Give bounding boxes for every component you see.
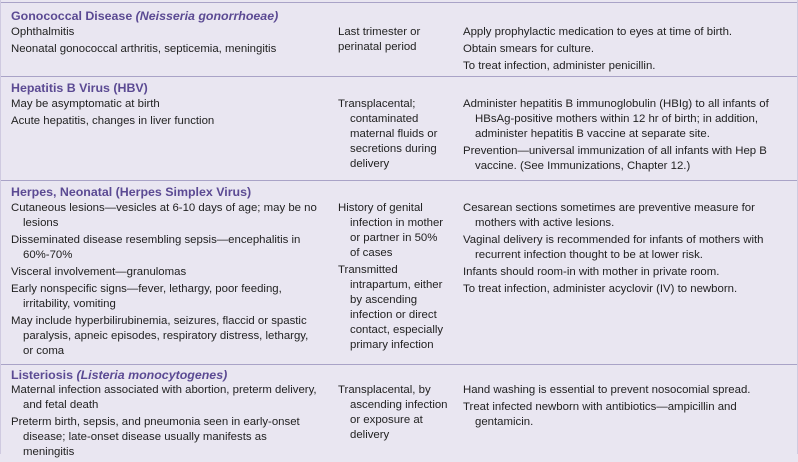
management-item: Apply prophylactic medication to eyes at time of birth.	[463, 26, 733, 38]
hbv-heading: Hepatitis B Virus (HBV)	[11, 81, 148, 95]
transmission-item: Transmitted intrapartum, either by ascending infection or direct contact, especially primary infection	[338, 264, 444, 351]
gonococcal-heading	[11, 9, 278, 23]
herpes-management	[463, 201, 793, 299]
listeriosis-transmission	[338, 383, 450, 445]
manifestation-item: May include hyperbilirubinemia, seizures, flaccid or spastic paralysis, apneic episodes, respiratory distress, lethargy, or coma	[11, 315, 309, 357]
management-item: Obtain smears for culture.	[463, 43, 595, 55]
transmission-item: Transplacental, by ascending infection or exposure at delivery	[338, 384, 448, 441]
management-item: Prevention—universal immunization of all infants with Hep B vaccine. (See Immunizations, Chapter 12.)	[463, 145, 767, 172]
gonococcal-manifestations	[11, 25, 321, 59]
hbv-management	[463, 97, 793, 176]
listeriosis-management	[463, 383, 793, 432]
section-divider	[1, 180, 797, 181]
management-item: Infants should room-in with mother in private room.	[463, 266, 720, 278]
section-divider	[1, 364, 797, 365]
manifestation-item: Disseminated disease resembling sepsis—encephalitis in 60%-70%	[11, 234, 301, 261]
manifestation-item: Visceral involvement—granulomas	[11, 266, 187, 278]
listeriosis-heading	[11, 368, 227, 382]
gonococcal-transmission: Last trimester or perinatal period	[338, 26, 421, 53]
herpes-manifestations	[11, 201, 321, 361]
section-divider	[1, 2, 797, 3]
transmission-item: History of genital infection in mother or partner in 50% of cases	[338, 202, 444, 259]
manifestation-item: Cutaneous lesions—vesicles at 6-10 days of age; may be no lesions	[11, 202, 317, 229]
management-item: Administer hepatitis B immunoglobulin (HBIg) to all infants of HBsAg-positive mothers within 12 hr of birth; in addition, administer hepatitis B vaccine at separate site.	[463, 98, 769, 140]
manifestation-item: Maternal infection associated with abortion, preterm delivery, and fetal death	[11, 384, 317, 411]
listeriosis-organism: (Listeria monocytogenes)	[76, 368, 228, 382]
herpes-transmission	[338, 201, 450, 355]
manifestation-item: Preterm birth, sepsis, and pneumonia seen in early-onset disease; late-onset disease usually manifests as meningitis	[11, 416, 300, 458]
management-item: To treat infection, administer acyclovir (IV) to newborn.	[463, 283, 738, 295]
manifestation-item: May be asymptomatic at birth	[11, 98, 160, 110]
manifestation-item: Ophthalmitis	[11, 26, 75, 38]
management-item: Hand washing is essential to prevent nosocomial spread.	[463, 384, 751, 396]
hbv-manifestations	[11, 97, 321, 131]
manifestation-item: Neonatal gonococcal arthritis, septicemia, meningitis	[11, 43, 277, 55]
gonococcal-title: Gonococcal Disease	[11, 9, 133, 23]
transmission-item: Transplacental; contaminated maternal fluids or secretions during delivery	[338, 98, 438, 170]
management-item: Cesarean sections sometimes are preventive measure for mothers with active lesions.	[463, 202, 755, 229]
manifestation-item: Early nonspecific signs—fever, lethargy, poor feeding, irritability, vomiting	[11, 283, 282, 310]
hbv-transmission	[338, 97, 450, 174]
section-divider	[1, 76, 797, 77]
management-item: To treat infection, administer penicillin.	[463, 60, 656, 72]
herpes-heading: Herpes, Neonatal (Herpes Simplex Virus)	[11, 185, 252, 199]
management-item: Vaginal delivery is recommended for infants of mothers with recurrent infection thought to be at lower risk.	[463, 234, 764, 261]
gonococcal-organism: (Neisseria gonorrhoeae)	[135, 9, 279, 23]
manifestation-item: Acute hepatitis, changes in liver function	[11, 115, 215, 127]
gonococcal-management	[463, 25, 793, 76]
management-item: Treat infected newborn with antibiotics—ampicillin and gentamicin.	[463, 401, 737, 428]
listeriosis-manifestations	[11, 383, 321, 462]
listeriosis-title: Listeriosis	[11, 368, 73, 382]
